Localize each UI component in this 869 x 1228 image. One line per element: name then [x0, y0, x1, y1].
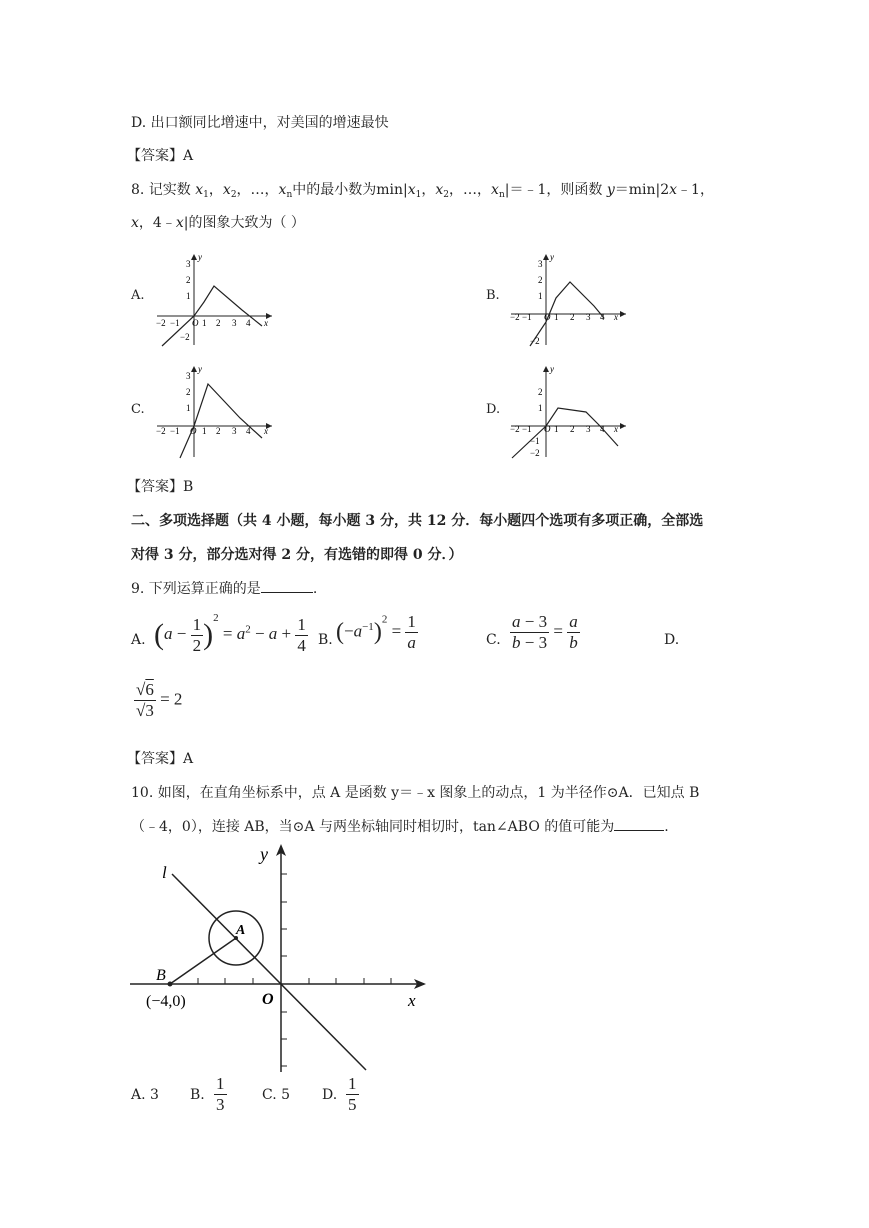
graph-d-label: D.: [486, 402, 501, 417]
q9-opt-c-label: C.: [486, 632, 501, 648]
q10-line2-text: （﹣4，0），连接 AB，当⊙A 与两坐标轴同时相切时，tan∠ABO 的值可能为: [131, 819, 615, 835]
q10-opt-b-den: 3: [216, 1095, 225, 1114]
q10-line2: [131, 817, 669, 837]
q9-opt-c-formula: $\frac{a - 3}{b - 3}$ = $\frac{a}{b}$: [512, 612, 578, 652]
svg-text:2: 2: [570, 312, 575, 322]
svg-text:−2: −2: [530, 336, 540, 346]
svg-text:−2: −2: [510, 312, 520, 322]
svg-text:2: 2: [216, 318, 221, 328]
answer-label: 【答案】A: [127, 148, 194, 164]
svg-text:1: 1: [186, 403, 191, 413]
svg-text:2: 2: [186, 275, 191, 285]
q10-line2-end: .: [664, 819, 669, 835]
q9-stem-end: .: [312, 581, 318, 597]
section2-heading-line1: 二、多项选择题（共 4 小题，每小题 3 分，共 12 分．每小题四个选项有多项正确，全部选: [131, 513, 704, 529]
svg-text:1: 1: [202, 318, 207, 328]
q8-mid: 中的最小数为: [292, 182, 377, 198]
graph-c: [152, 362, 277, 462]
svg-text:2: 2: [538, 387, 543, 397]
svg-text:−2: −2: [180, 332, 190, 342]
svg-text:O: O: [190, 426, 197, 436]
q9-opt-d-label: D.: [664, 632, 680, 648]
svg-text:−1: −1: [522, 424, 532, 434]
svg-text:4: 4: [246, 426, 251, 436]
svg-text:3: 3: [186, 371, 191, 381]
svg-text:−2: −2: [156, 426, 166, 436]
svg-text:−1: −1: [170, 318, 180, 328]
section2-heading-line2: 对得 3 分，部分选对得 2 分，有选错的即得 0 分．）: [131, 547, 463, 563]
svg-text:3: 3: [538, 259, 543, 269]
svg-text:O: O: [544, 312, 551, 322]
q9-opt-d-formula: $\frac{√6}{√3}$ = 2: [136, 680, 183, 720]
label-a: A: [236, 923, 246, 938]
q10-opt-d-den: 5: [348, 1095, 357, 1114]
q10-opt-a: A. 3: [131, 1087, 159, 1103]
label-l: l: [162, 863, 167, 882]
label-b-coord: (−4,0): [146, 993, 186, 1010]
q8-min: min: [376, 182, 404, 198]
q8-eq: ＝﹣1，则函数: [509, 182, 603, 198]
q9-opt-b-formula: $(-a^{-1})^2$ = $\frac{1}{a}$: [336, 612, 416, 652]
svg-text:1: 1: [186, 291, 191, 301]
svg-text:x: x: [614, 424, 618, 434]
svg-text:2: 2: [570, 424, 575, 434]
svg-text:3: 3: [586, 312, 591, 322]
q10-opt-b-frac: [214, 1074, 227, 1115]
answer-label-3: 【答案】A: [127, 751, 194, 767]
svg-text:y: y: [198, 252, 202, 262]
svg-text:x: x: [264, 426, 268, 436]
label-b: B: [156, 967, 166, 984]
svg-text:3: 3: [586, 424, 591, 434]
graph-a: [152, 250, 277, 350]
svg-text:2: 2: [216, 426, 221, 436]
svg-text:3: 3: [186, 259, 191, 269]
q10-opt-b-num: 1: [216, 1074, 225, 1093]
option-d-line: D. 出口额同比增速中，对美国的增速最快: [131, 115, 389, 131]
svg-text:1: 1: [554, 424, 559, 434]
svg-text:2: 2: [538, 275, 543, 285]
label-o: O: [262, 991, 274, 1008]
svg-text:x: x: [264, 318, 268, 328]
label-x: x: [408, 991, 416, 1010]
svg-text:y: y: [198, 364, 202, 374]
line-l: [172, 874, 366, 1070]
svg-text:y: y: [550, 364, 554, 374]
q10-opt-d-label: D.: [322, 1087, 338, 1103]
svg-text:−1: −1: [522, 312, 532, 322]
graph-b: [506, 250, 631, 350]
svg-text:3: 3: [232, 426, 237, 436]
q9-stem: [131, 579, 317, 599]
q10-line1: 10. 如图，在直角坐标系中，点 A 是函数 y＝﹣x 图象上的动点，1 为半径作⊙A．已知点 B: [131, 785, 700, 801]
segment-ab: [170, 938, 236, 984]
q10-opt-c: C. 5: [262, 1087, 291, 1103]
svg-text:1: 1: [554, 312, 559, 322]
q8-line2-end: 的图象大致为（ ）: [188, 215, 305, 231]
q9-opt-a-formula: (a − $\frac{1}{2}$ )$^2 = a^2 - a$ + $\frac{1}{4}$: [154, 612, 306, 655]
answer-label-2: 【答案】B: [127, 479, 194, 495]
svg-text:1: 1: [538, 403, 543, 413]
svg-text:4: 4: [600, 424, 605, 434]
svg-text:O: O: [192, 318, 199, 328]
q9-opt-a-label: A.: [131, 632, 146, 648]
q10-opt-d-frac: [346, 1074, 359, 1115]
svg-text:−2: −2: [156, 318, 166, 328]
graph-d: [506, 362, 631, 462]
svg-text:y: y: [550, 252, 554, 262]
q8-line1: 8. 记实数 $x_1$，$x_2$，…，$x_n$中的最小数为$\min|x_1$，$x_2$，…，$x_n|=﹣1$，则函数 y＝min|2x﹣1，: [131, 182, 714, 200]
svg-text:x: x: [614, 312, 618, 322]
svg-text:−2: −2: [510, 424, 520, 434]
svg-text:1: 1: [202, 426, 207, 436]
svg-text:2: 2: [186, 387, 191, 397]
graph-a-label: A.: [131, 288, 145, 303]
svg-text:1: 1: [538, 291, 543, 301]
graph-c-label: C.: [131, 402, 145, 417]
svg-text:O: O: [544, 424, 551, 434]
q8-line2: x，4﹣x|的图象大致为（ ）: [131, 215, 305, 231]
svg-text:−2: −2: [530, 448, 540, 458]
svg-text:3: 3: [232, 318, 237, 328]
q10-opt-b-label: B.: [190, 1087, 205, 1103]
q10-figure: [126, 838, 436, 1076]
graph-b-label: B.: [486, 288, 500, 303]
q10-opt-d-num: 1: [348, 1074, 357, 1093]
q9-stem-text: 9. 下列运算正确的是: [131, 581, 261, 597]
label-y: y: [260, 844, 268, 864]
svg-text:−1: −1: [530, 436, 540, 446]
svg-text:4: 4: [600, 312, 605, 322]
q9-opt-b-label: B.: [318, 632, 333, 648]
svg-text:−1: −1: [170, 426, 180, 436]
svg-text:4: 4: [246, 318, 251, 328]
q8-prefix: 8. 记实数: [131, 182, 191, 198]
